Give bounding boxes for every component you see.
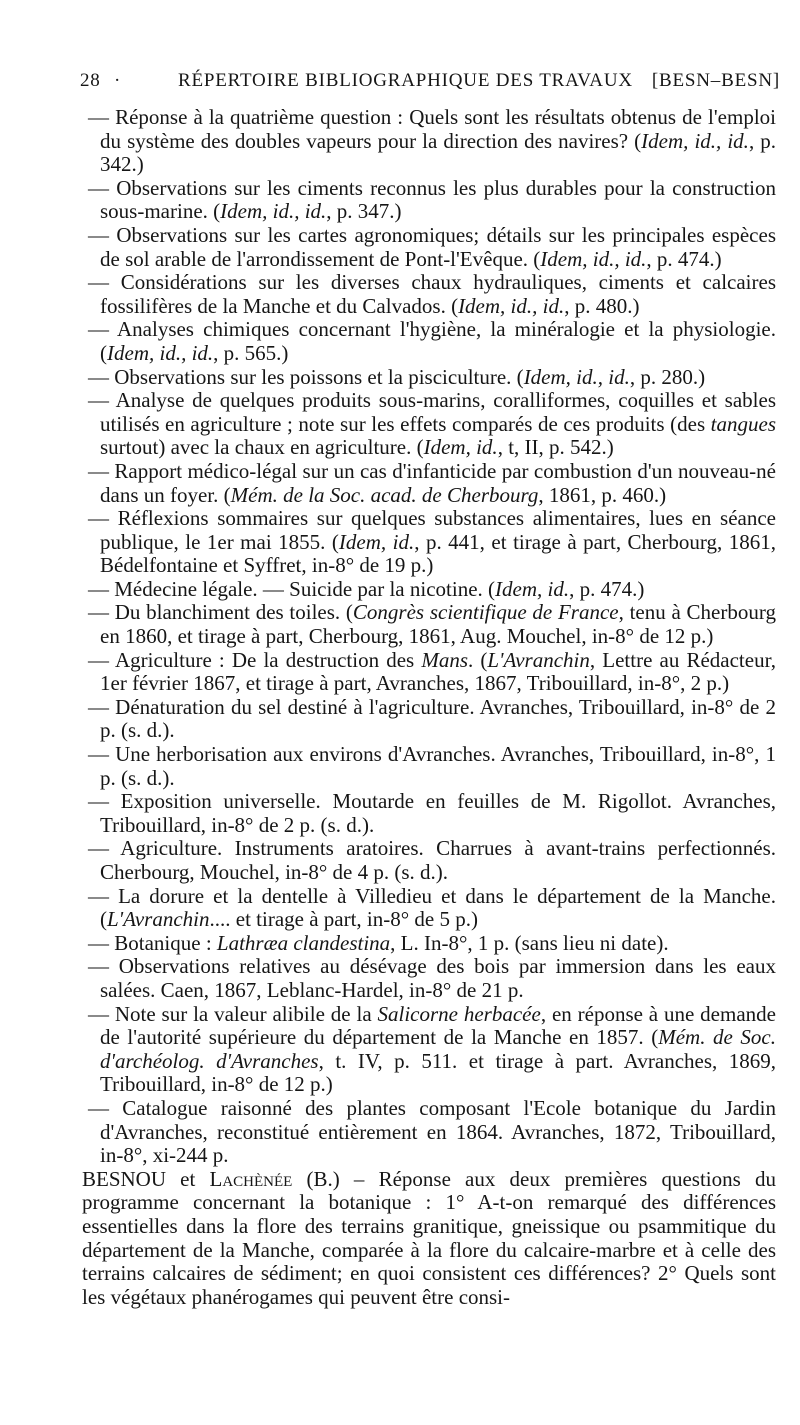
- entry-source: Idem, id., id.: [540, 246, 647, 271]
- entry-text: — Observations relatives au désévage des bois par immersion dans les eaux salées. Caen, 1867, Leblanc-Hardel, in-8° de 21 p.: [88, 954, 776, 1002]
- entry-source: Idem, id.: [423, 435, 498, 460]
- entry-text: , t, II, p. 542.): [497, 435, 614, 460]
- entry-source: Mém. de la Soc. acad. de Cherbourg: [230, 482, 539, 507]
- entry-text: — Médecine légale. — Suicide par la nicotine. (: [88, 576, 496, 601]
- entry-emphasis: Mans: [421, 647, 468, 672]
- entry-text: , Lettre au Rédacteur, 1er février 1867, et tirage à part, Avranches, 1867, Tribouillard, in-8°, 2 p.): [100, 647, 776, 696]
- bibliography-entry: [88, 696, 776, 743]
- entry-source: Idem, id., id.: [641, 128, 749, 153]
- bibliography-entry: [88, 460, 776, 507]
- bibliography-entry: [88, 743, 776, 790]
- bibliography-entry: [88, 106, 776, 177]
- entry-text: — Botanique :: [88, 930, 217, 955]
- running-header: [80, 70, 780, 100]
- entry-text: — La dorure et la dentelle à Villedieu et dans le département de la Manche. (: [88, 883, 776, 932]
- entry-text: — Réponse à la quatrième question : Quels sont les résultats obtenus de l'emploi du système des doubles vapeurs pour la direction des navires? (: [88, 105, 776, 153]
- entry-source: Idem, id., id.: [458, 293, 565, 318]
- coauthor-name: Lachènée: [209, 1166, 293, 1191]
- bibliography-entry: [88, 790, 776, 837]
- bibliography-entry: [88, 955, 776, 1002]
- entry-emphasis: tangues: [710, 411, 776, 436]
- page-number: 28: [80, 70, 101, 91]
- bibliography-entry: [88, 389, 776, 460]
- entry-text: — Note sur la valeur alibile de la: [88, 1001, 378, 1026]
- entry-source: Idem, id.: [495, 576, 570, 601]
- bibliography-entry: [88, 224, 776, 271]
- entry-text: — Rapport médico-légal sur un cas d'infanticide par combustion d'un nouveau-né dans un foyer. (: [88, 458, 776, 507]
- entry-text: — Analyses chimiques concernant l'hygiène, la minéralogie et la physiologie. (: [88, 317, 776, 365]
- entry-text: — Considérations sur les diverses chaux hydrauliques, ciments et calcaires fossilifères de la Manche et du Calvados. (: [88, 270, 776, 318]
- bibliography-list: [82, 105, 777, 1309]
- entry-source: L'Avranchin: [487, 647, 590, 672]
- entry-text: , t. IV, p. 511. et tirage à part. Avranches, 1869, Tribouillard, in-8° de 12 p.): [100, 1048, 777, 1097]
- entry-source: Congrès scientifique de France: [352, 600, 619, 625]
- entry-text: — Observations sur les ciments reconnus les plus durables pour la construction sous-marine. (: [88, 175, 776, 224]
- entry-text: , L. In-8°, 1 p. (sans lieu ni date).: [390, 930, 669, 955]
- entry-source: L'Avranchin: [107, 907, 210, 932]
- bibliography-entry: [88, 366, 776, 390]
- author-entry: [82, 1168, 776, 1310]
- running-title: RÉPERTOIRE BIBLIOGRAPHIQUE DES TRAVAUX: [178, 70, 633, 91]
- author-name: BESNOU et: [82, 1166, 210, 1191]
- bibliography-entry: [88, 1097, 776, 1168]
- entry-text: — Du blanchiment des toiles. (: [88, 600, 353, 625]
- bibliography-entry: [88, 649, 776, 696]
- entry-text: surtout) avec la chaux en agriculture. (: [100, 435, 424, 460]
- entry-text: — Analyse de quelques produits sous-marins, coralliformes, coquilles et sables utilisés en agriculture ; note sur les effets comparés de ces produits (des: [88, 388, 776, 436]
- entry-text: — Observations sur les poissons et la pisciculture. (: [88, 364, 524, 389]
- alphabetical-range: [BESN–BESN]: [651, 70, 780, 91]
- entry-emphasis: Salicorne herbacée: [377, 1001, 541, 1026]
- entry-text: — Exposition universelle. Moutarde en feuilles de M. Rigollot. Avranches, Tribouillard, in-8° de 2 p. (s. d.).: [88, 789, 776, 837]
- bibliography-entry: [88, 318, 776, 365]
- entry-text: — Réflexions sommaires sur quelques substances alimentaires, lues en séance publique, le 1er mai 1855. (: [88, 506, 776, 554]
- entry-source: Idem, id., id.: [523, 364, 630, 389]
- entry-text: .... et tirage à part, in-8° de 5 p.): [209, 907, 478, 932]
- entry-text: , p. 441, et tirage à part, Cherbourg, 1861, Bédelfontaine et Syffret, in-8° de 19 p.): [100, 529, 776, 578]
- entry-text: , p. 347.): [326, 199, 402, 224]
- bibliography-entry: [88, 932, 776, 956]
- entry-text: , p. 342.): [100, 128, 776, 177]
- bibliography-entry: [88, 271, 776, 318]
- bibliography-entry: [88, 578, 776, 602]
- entry-text: — Dénaturation du sel destiné à l'agriculture. Avranches, Tribouillard, in-8° de 2 p. (s. d.).: [88, 694, 776, 743]
- entry-text: , p. 480.): [564, 293, 640, 318]
- entry-text: — Une herborisation aux environs d'Avranches. Avranches, Tribouillard, in-8°, 1 p. (s. d.).: [88, 742, 776, 790]
- entry-text: . (: [468, 647, 488, 672]
- entry-text: , tenu à Cherbourg en 1860, et tirage à part, Cherbourg, 1861, Aug. Mouchel, in-8° de 12 p.): [100, 600, 776, 649]
- bibliography-entry: [88, 601, 776, 648]
- entry-text: , p. 280.): [629, 364, 706, 389]
- bibliography-entry: [88, 507, 776, 578]
- entry-text: , 1861, p. 460.): [538, 482, 667, 507]
- entry-text: , en réponse à une demande de l'autorité supérieure du département de la Manche en 1857. (: [100, 1001, 776, 1050]
- bibliography-entry: [88, 177, 776, 224]
- entry-text: — Observations sur les cartes agronomiques; détails sur les principales espèces de sol arable de l'arrondissement de Pont-l'Evêque. (: [88, 222, 776, 271]
- header-separator: ·: [114, 70, 122, 91]
- entry-source: Idem, id.: [338, 529, 415, 554]
- entry-source: Idem, id., id.: [107, 340, 214, 365]
- entry-text: , p. 474.): [569, 576, 645, 601]
- bibliography-entry: [88, 1003, 776, 1097]
- entry-text: , p. 474.): [646, 246, 722, 271]
- entry-text: , p. 565.): [213, 340, 289, 365]
- bibliography-entry: [88, 885, 776, 932]
- bibliography-entry: [88, 837, 776, 884]
- entry-source: Idem, id., id.: [220, 199, 327, 224]
- entry-text: (B.) – Réponse aux deux premières questions du programme concernant la botanique : 1° A-t-on remarqué des différences essentielles dans la flore des terrains granitique, gneissique ou psammitique du département de la Manche, comparée à la flore du calcaire-marbre et à celle des terrains calcaires de sédiment; en quoi consistent ces différences? 2° Quels sont les végétaux phanérogames qui peuvent être consi-: [82, 1166, 776, 1309]
- entry-text: — Catalogue raisonné des plantes composant l'Ecole botanique du Jardin d'Avranches, reconstitué entièrement en 1864. Avranches, 1872, Tribouillard, in-8°, xi-244 p.: [88, 1095, 776, 1168]
- entry-text: — Agriculture : De la destruction des: [88, 647, 422, 672]
- entry-source: Mém. de Soc. d'archéolog. d'Avranches: [100, 1025, 776, 1073]
- entry-emphasis: Lathræa clandestina: [216, 930, 391, 955]
- entry-text: — Agriculture. Instruments aratoires. Charrues à avant-trains perfectionnés. Cherbourg, Mouchel, in-8° de 4 p. (s. d.).: [88, 836, 776, 884]
